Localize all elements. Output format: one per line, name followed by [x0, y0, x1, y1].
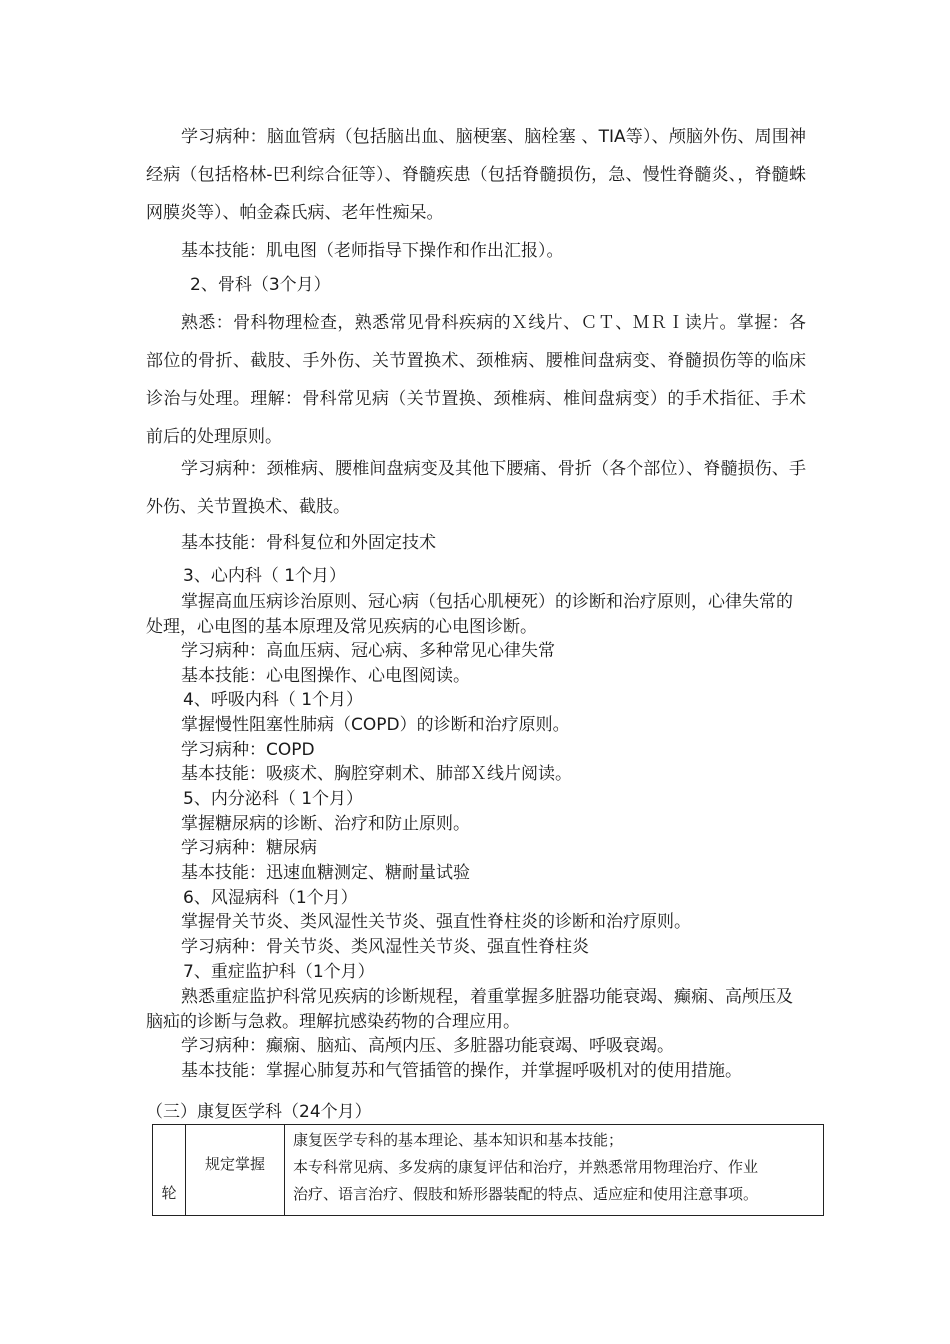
- neurology-basic-skill: 基本技能：肌电图（老师指导下操作和作出汇报）。: [181, 241, 564, 261]
- rehab-requirements-table: [152, 1124, 824, 1216]
- resp-requirements: 掌握慢性阻塞性肺病（COPD）的诊断和治疗原则。: [181, 715, 570, 735]
- rheum-learn-diseases: 学习病种：骨关节炎、类风湿性关节炎、强直性脊柱炎: [181, 937, 589, 957]
- cardio-requirements: 掌握高血压病诊治原则、冠心病（包括心肌梗死）的诊断和治疗原则，心律失常的处理，心电图的基本原理及常见疾病的心电图诊断。: [146, 592, 793, 637]
- content-line-3: 治疗、语言治疗、假肢和矫形器装配的特点、适应症和使用注意事项。: [293, 1185, 759, 1203]
- ortho-heading: 2、骨科（3个月）: [190, 275, 331, 295]
- neurology-learn-diseases: 学习病种：脑血管病（包括脑出血、脑梗塞、脑栓塞 、TIA等）、颅脑外伤、周围神经病（包括格林-巴利综合征等）、脊髓疾患（包括脊髓损伤，急、慢性脊髓炎、，脊髓蛛网膜炎等）、帕金森氏病、老年性痴呆。: [146, 127, 806, 223]
- content-line-1: 康复医学专科的基本理论、基本知识和基本技能；: [293, 1131, 624, 1149]
- icu-requirements: 熟悉重症监护科常见疾病的诊断规程，着重掌握多脏器功能衰竭、癫痫、高颅压及脑疝的诊断与急救。理解抗感染药物的合理应用。: [146, 987, 793, 1032]
- icu-basic-skill: 基本技能：掌握心肺复苏和气管插管的操作，并掌握呼吸机对的使用措施。: [181, 1061, 742, 1081]
- cardio-basic-skill: 基本技能：心电图操作、心电图阅读。: [181, 666, 470, 686]
- requirement-type-cell: 规定掌握: [186, 1125, 285, 1216]
- icu-learn-diseases: 学习病种：癫痫、脑疝、高颅内压、多脏器功能衰竭、呼吸衰竭。: [181, 1036, 674, 1056]
- endo-basic-skill: 基本技能：迅速血糖测定、糖耐量试验: [181, 863, 470, 883]
- content-line-2: 本专科常见病、多发病的康复评估和治疗，并熟悉常用物理治疗、作业: [293, 1158, 759, 1176]
- ortho-basic-skill: 基本技能：骨科复位和外固定技术: [181, 533, 436, 553]
- section3-heading: （三）康复医学科（24个月）: [146, 1102, 372, 1122]
- requirement-content-cell: [285, 1125, 824, 1216]
- icu-heading: 7、重症监护科（1个月）: [183, 962, 375, 982]
- rotation-cell: 轮: [153, 1125, 186, 1216]
- table-row: [153, 1125, 824, 1216]
- ortho-learn-diseases: 学习病种：颈椎病、腰椎间盘病变及其他下腰痛、骨折（各个部位）、脊髓损伤、手外伤、关节置换术、截肢。: [146, 459, 806, 517]
- ortho-requirements: 熟悉：骨科物理检查，熟悉常见骨科疾病的Ｘ线片、ＣＴ、ＭＲＩ读片。掌握：各部位的骨折、截肢、手外伤、关节置换术、颈椎病、腰椎间盘病变、脊髓损伤等的临床诊治与处理。理解：骨科常见病（关节置换、颈椎病、椎间盘病变）的手术指征、手术前后的处理原则。: [146, 313, 806, 447]
- resp-learn-diseases: 学习病种：COPD: [181, 740, 315, 760]
- endo-heading: 5、内分泌科（ 1个月）: [183, 789, 364, 809]
- cardio-heading: 3、心内科（ 1个月）: [183, 566, 347, 586]
- resp-basic-skill: 基本技能：吸痰术、胸腔穿刺术、肺部Ｘ线片阅读。: [181, 764, 572, 784]
- rheum-requirements: 掌握骨关节炎、类风湿性关节炎、强直性脊柱炎的诊断和治疗原则。: [181, 912, 691, 932]
- endo-requirements: 掌握糖尿病的诊断、治疗和防止原则。: [181, 814, 470, 834]
- rheum-heading: 6、风湿病科（1个月）: [183, 888, 358, 908]
- cardio-learn-diseases: 学习病种：高血压病、冠心病、多种常见心律失常: [181, 641, 555, 661]
- resp-heading: 4、呼吸内科（ 1个月）: [183, 690, 364, 710]
- endo-learn-diseases: 学习病种：糖尿病: [181, 838, 317, 858]
